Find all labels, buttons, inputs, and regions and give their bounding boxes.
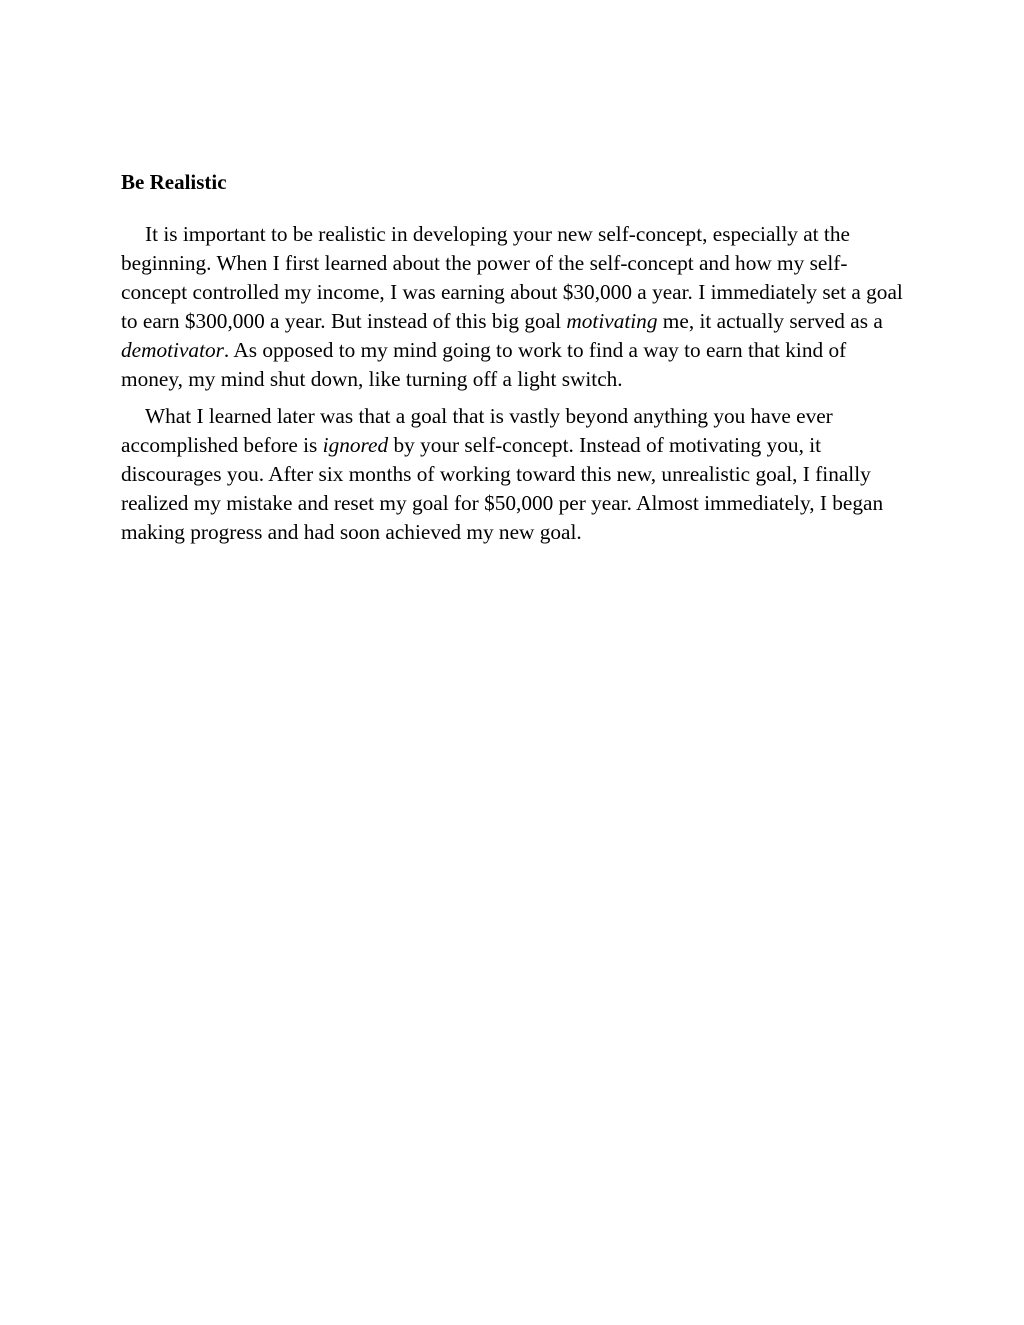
paragraph-text: me, it actually served as a [657,309,883,333]
paragraph-text: . As opposed to my mind going to work to find a way to earn that kind of money, my mind shut down, like turning off a light switch. [121,338,847,391]
document-body [121,168,906,555]
paragraph-1 [121,220,906,394]
paragraph-2 [121,402,906,547]
emphasis-text: demotivator [121,338,224,362]
emphasis-text: ignored [322,433,389,457]
paragraph-text: It is important to be realistic in developing your new self-concept, especially at the beginning. When I first learned about the power of the self-concept and how my self-concept controlled my income, I was earning about $30,000 a year. I immediately set a goal to earn $300,000 a year. But instead of this big goal [121,222,903,333]
paragraph-text: by your self-concept. Instead of motivating you, it discourages you. After six months of working toward this new, unrealistic goal, I finally realized my mistake and reset my goal for $50,000 per year. Almost immediately, I began making progress and had soon achieved my new goal. [121,433,884,544]
section-heading: Be Realistic [121,170,227,194]
paragraph-text: What I learned later was that a goal that is vastly beyond anything you have ever accomplished before is [121,404,833,457]
emphasis-text: motivating [566,309,658,333]
